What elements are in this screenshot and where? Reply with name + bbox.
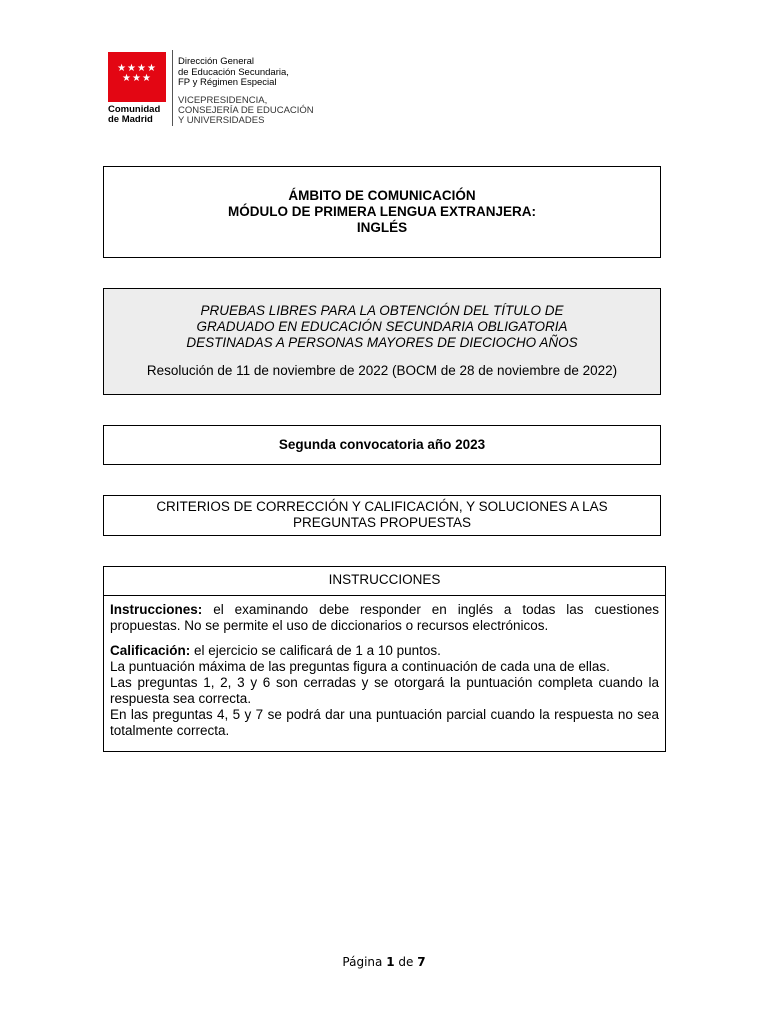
- logo-vicepresidency: VICEPRESIDENCIA, CONSEJERÍA DE EDUCACIÓN Y UNIVERSIDADES: [178, 95, 314, 126]
- grading-text: el ejercicio se calificará de 1 a 10 puntos.: [190, 643, 441, 658]
- instructions-header: INSTRUCCIONES: [104, 567, 665, 596]
- title-box: [103, 166, 661, 258]
- instructions-paragraph: [110, 602, 659, 634]
- exam-line-3: DESTINADAS A PERSONAS MAYORES DE DIECIOCHO AÑOS: [186, 335, 578, 350]
- partial-score-text: En las preguntas 4, 5 y 7 se podrá dar una puntuación parcial cuando la respuesta no sea totalmente correcta.: [110, 707, 659, 738]
- instructions-text: el examinando debe responder en inglés a todas las cuestiones propuestas. No se permite el uso de diccionarios o recursos electrónicos.: [110, 602, 659, 633]
- comunidad-de-madrid-logo: [108, 50, 368, 130]
- total-pages-number: 7: [417, 955, 426, 969]
- criteria-box: [103, 495, 661, 536]
- instructions-body: [104, 596, 665, 739]
- criteria-line-2: PREGUNTAS PROPUESTAS: [292, 515, 472, 530]
- instructions-box: [103, 566, 666, 752]
- page-label: Página: [342, 955, 387, 969]
- exam-line-1: PRUEBAS LIBRES PARA LA OBTENCIÓN DEL TÍTULO DE: [200, 303, 564, 318]
- page-separator: de: [394, 955, 418, 969]
- max-score-text: La puntuación máxima de las preguntas figura a continuación de cada una de ellas.: [110, 659, 610, 674]
- session-box: [103, 425, 661, 465]
- grading-label: Calificación:: [110, 643, 191, 658]
- grading-paragraph: [110, 643, 659, 659]
- logo-community-name: Comunidad de Madrid: [108, 104, 161, 125]
- resolution-text: Resolución de 11 de noviembre de 2022 (BOCM de 28 de noviembre de 2022): [146, 363, 618, 378]
- title-line-1: ÁMBITO DE COMUNICACIÓN: [288, 188, 476, 203]
- criteria-line-1: CRITERIOS DE CORRECCIÓN Y CALIFICACIÓN, Y SOLUCIONES A LAS: [156, 499, 608, 514]
- instructions-label: Instrucciones:: [110, 602, 203, 617]
- closed-questions-text: Las preguntas 1, 2, 3 y 6 son cerradas y se otorgará la puntuación completa cuando la respuesta sea correcta.: [110, 675, 659, 706]
- title-line-2: MÓDULO DE PRIMERA LENGUA EXTRANJERA:: [227, 204, 536, 219]
- session-text: Segunda convocatoria año 2023: [278, 437, 486, 452]
- exam-box: [103, 288, 661, 395]
- logo-divider: [172, 50, 173, 126]
- page-footer: [0, 955, 768, 969]
- exam-line-2: GRADUADO EN EDUCACIÓN SECUNDARIA OBLIGATORIA: [196, 319, 568, 334]
- logo-department: Dirección General de Educación Secundaria, FP y Régimen Especial: [178, 56, 289, 88]
- stars-icon: ★★★★ ★★★: [117, 63, 157, 84]
- current-page-number: 1: [386, 955, 395, 969]
- title-line-3: INGLÉS: [356, 220, 408, 235]
